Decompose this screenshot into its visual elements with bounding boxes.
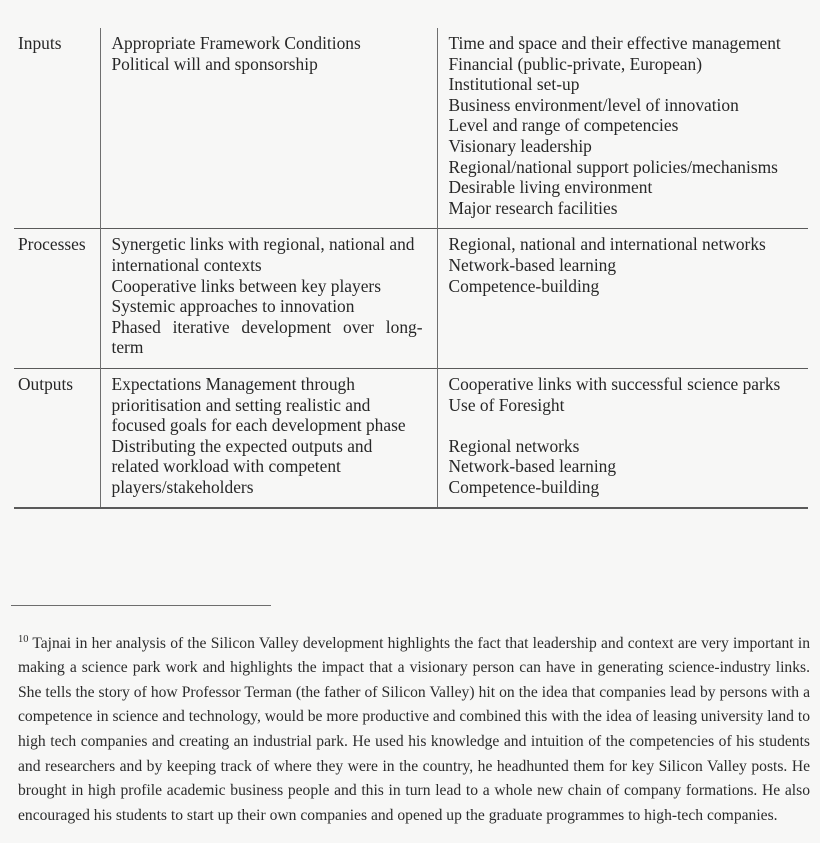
row-right-cell-inputs bbox=[437, 28, 808, 229]
spacer-line bbox=[112, 136, 423, 157]
list-item: focused goals for each development phase bbox=[111, 415, 406, 436]
list-item: term bbox=[111, 337, 144, 358]
list-item: Regional networks bbox=[448, 435, 580, 456]
list-item: Political will and sponsorship bbox=[111, 53, 318, 74]
row-label-processes: Processes bbox=[18, 234, 86, 255]
table-bottom-rule-cell bbox=[14, 508, 100, 509]
inputs-middle-list bbox=[112, 33, 423, 218]
list-item: Level and range of competencies bbox=[448, 115, 679, 136]
list-item: Expectations Management through bbox=[111, 373, 355, 394]
spacer-line bbox=[112, 74, 423, 95]
list-item: Use of Foresight bbox=[448, 394, 565, 415]
spacer-line bbox=[112, 177, 423, 198]
list-item: Phased iterative development over long- bbox=[111, 316, 423, 337]
list-item: Financial (public-private, European) bbox=[448, 53, 703, 74]
footnote-body: Tajnai in her analysis of the Silicon Valley development highlights the fact that leadership and context are very important in making a science park work and highlights the impact that a visionary person can have in generating science-industry links. She tells the story of how Professor Terman (the father of Silicon Valley) hit on the idea that companies lead by persons with a competence in science and technology, would be more productive and combined this with the idea of leasing university land to high tech companies and creating an industrial park. He used his knowledge and intuition of the competencies of his students and researchers and by keeping track of where they were in the country, he headhunted them for key Silicon Valley posts. He brought in high profile academic business people and this in turn lead to a whole new chain of company formations. He also encouraged his students to start up their own companies and opened up the graduate programmes to high-tech companies. bbox=[18, 634, 810, 824]
processes-right-list bbox=[449, 234, 801, 296]
list-item: Systemic approaches to innovation bbox=[111, 296, 355, 317]
outputs-right-list bbox=[449, 374, 801, 498]
spacer-line bbox=[112, 157, 423, 178]
row-label-cell-processes bbox=[14, 229, 100, 369]
row-middle-cell-processes bbox=[100, 229, 437, 369]
list-item: Competence-building bbox=[448, 476, 600, 497]
spacer-line bbox=[449, 415, 801, 436]
row-middle-cell-inputs bbox=[100, 28, 437, 229]
spacer-line bbox=[112, 198, 423, 219]
row-label-inputs: Inputs bbox=[18, 33, 62, 53]
list-item: international contexts bbox=[111, 254, 262, 275]
table-bottom-rule-cell bbox=[437, 508, 808, 509]
row-label-cell-outputs bbox=[14, 368, 100, 508]
list-item: Distributing the expected outputs and bbox=[111, 435, 373, 456]
list-item: players/stakeholders bbox=[111, 476, 254, 497]
table-row-outputs bbox=[14, 368, 808, 508]
list-item: Visionary leadership bbox=[448, 135, 592, 156]
table-bottom-rule-cell bbox=[100, 508, 437, 509]
row-label-outputs: Outputs bbox=[18, 373, 74, 394]
spacer-line bbox=[112, 115, 423, 136]
processes-justified-item bbox=[112, 317, 423, 358]
inputs-right-list bbox=[449, 33, 801, 218]
row-middle-cell-outputs bbox=[100, 368, 437, 508]
list-item: Regional, national and international networks bbox=[448, 234, 766, 255]
list-item: Cooperative links between key players bbox=[111, 275, 381, 296]
list-item: Cooperative links with successful science parks bbox=[448, 373, 781, 394]
table-row-inputs bbox=[14, 28, 808, 229]
processes-middle-list bbox=[112, 234, 423, 316]
list-item: Major research facilities bbox=[448, 197, 618, 218]
list-item: Regional/national support policies/mechanisms bbox=[448, 156, 778, 177]
list-item: related workload with competent bbox=[111, 456, 341, 477]
list-item: Time and space and their effective management bbox=[448, 33, 781, 53]
table-bottom-rule bbox=[14, 508, 808, 509]
footnote-text bbox=[18, 632, 810, 829]
footnote-separator-rule bbox=[11, 605, 271, 606]
outputs-middle-list bbox=[112, 374, 423, 498]
list-item: prioritisation and setting realistic and bbox=[111, 394, 371, 415]
list-item: Appropriate Framework Conditions bbox=[111, 33, 361, 53]
inputs-processes-outputs-table bbox=[14, 28, 808, 509]
row-right-cell-outputs bbox=[437, 368, 808, 508]
row-right-cell-processes bbox=[437, 229, 808, 369]
footnote-marker: 10 bbox=[18, 633, 29, 645]
row-label-cell-inputs bbox=[14, 28, 100, 229]
list-item: Business environment/level of innovation bbox=[448, 94, 739, 115]
spacer-line bbox=[112, 95, 423, 116]
table-row-processes bbox=[14, 229, 808, 369]
list-item: Competence-building bbox=[448, 275, 600, 296]
list-item: Network-based learning bbox=[448, 456, 617, 477]
list-item: Institutional set-up bbox=[448, 74, 580, 95]
list-item: Desirable living environment bbox=[448, 177, 653, 198]
list-item: Network-based learning bbox=[448, 254, 617, 275]
list-item: Synergetic links with regional, national and bbox=[111, 234, 415, 255]
